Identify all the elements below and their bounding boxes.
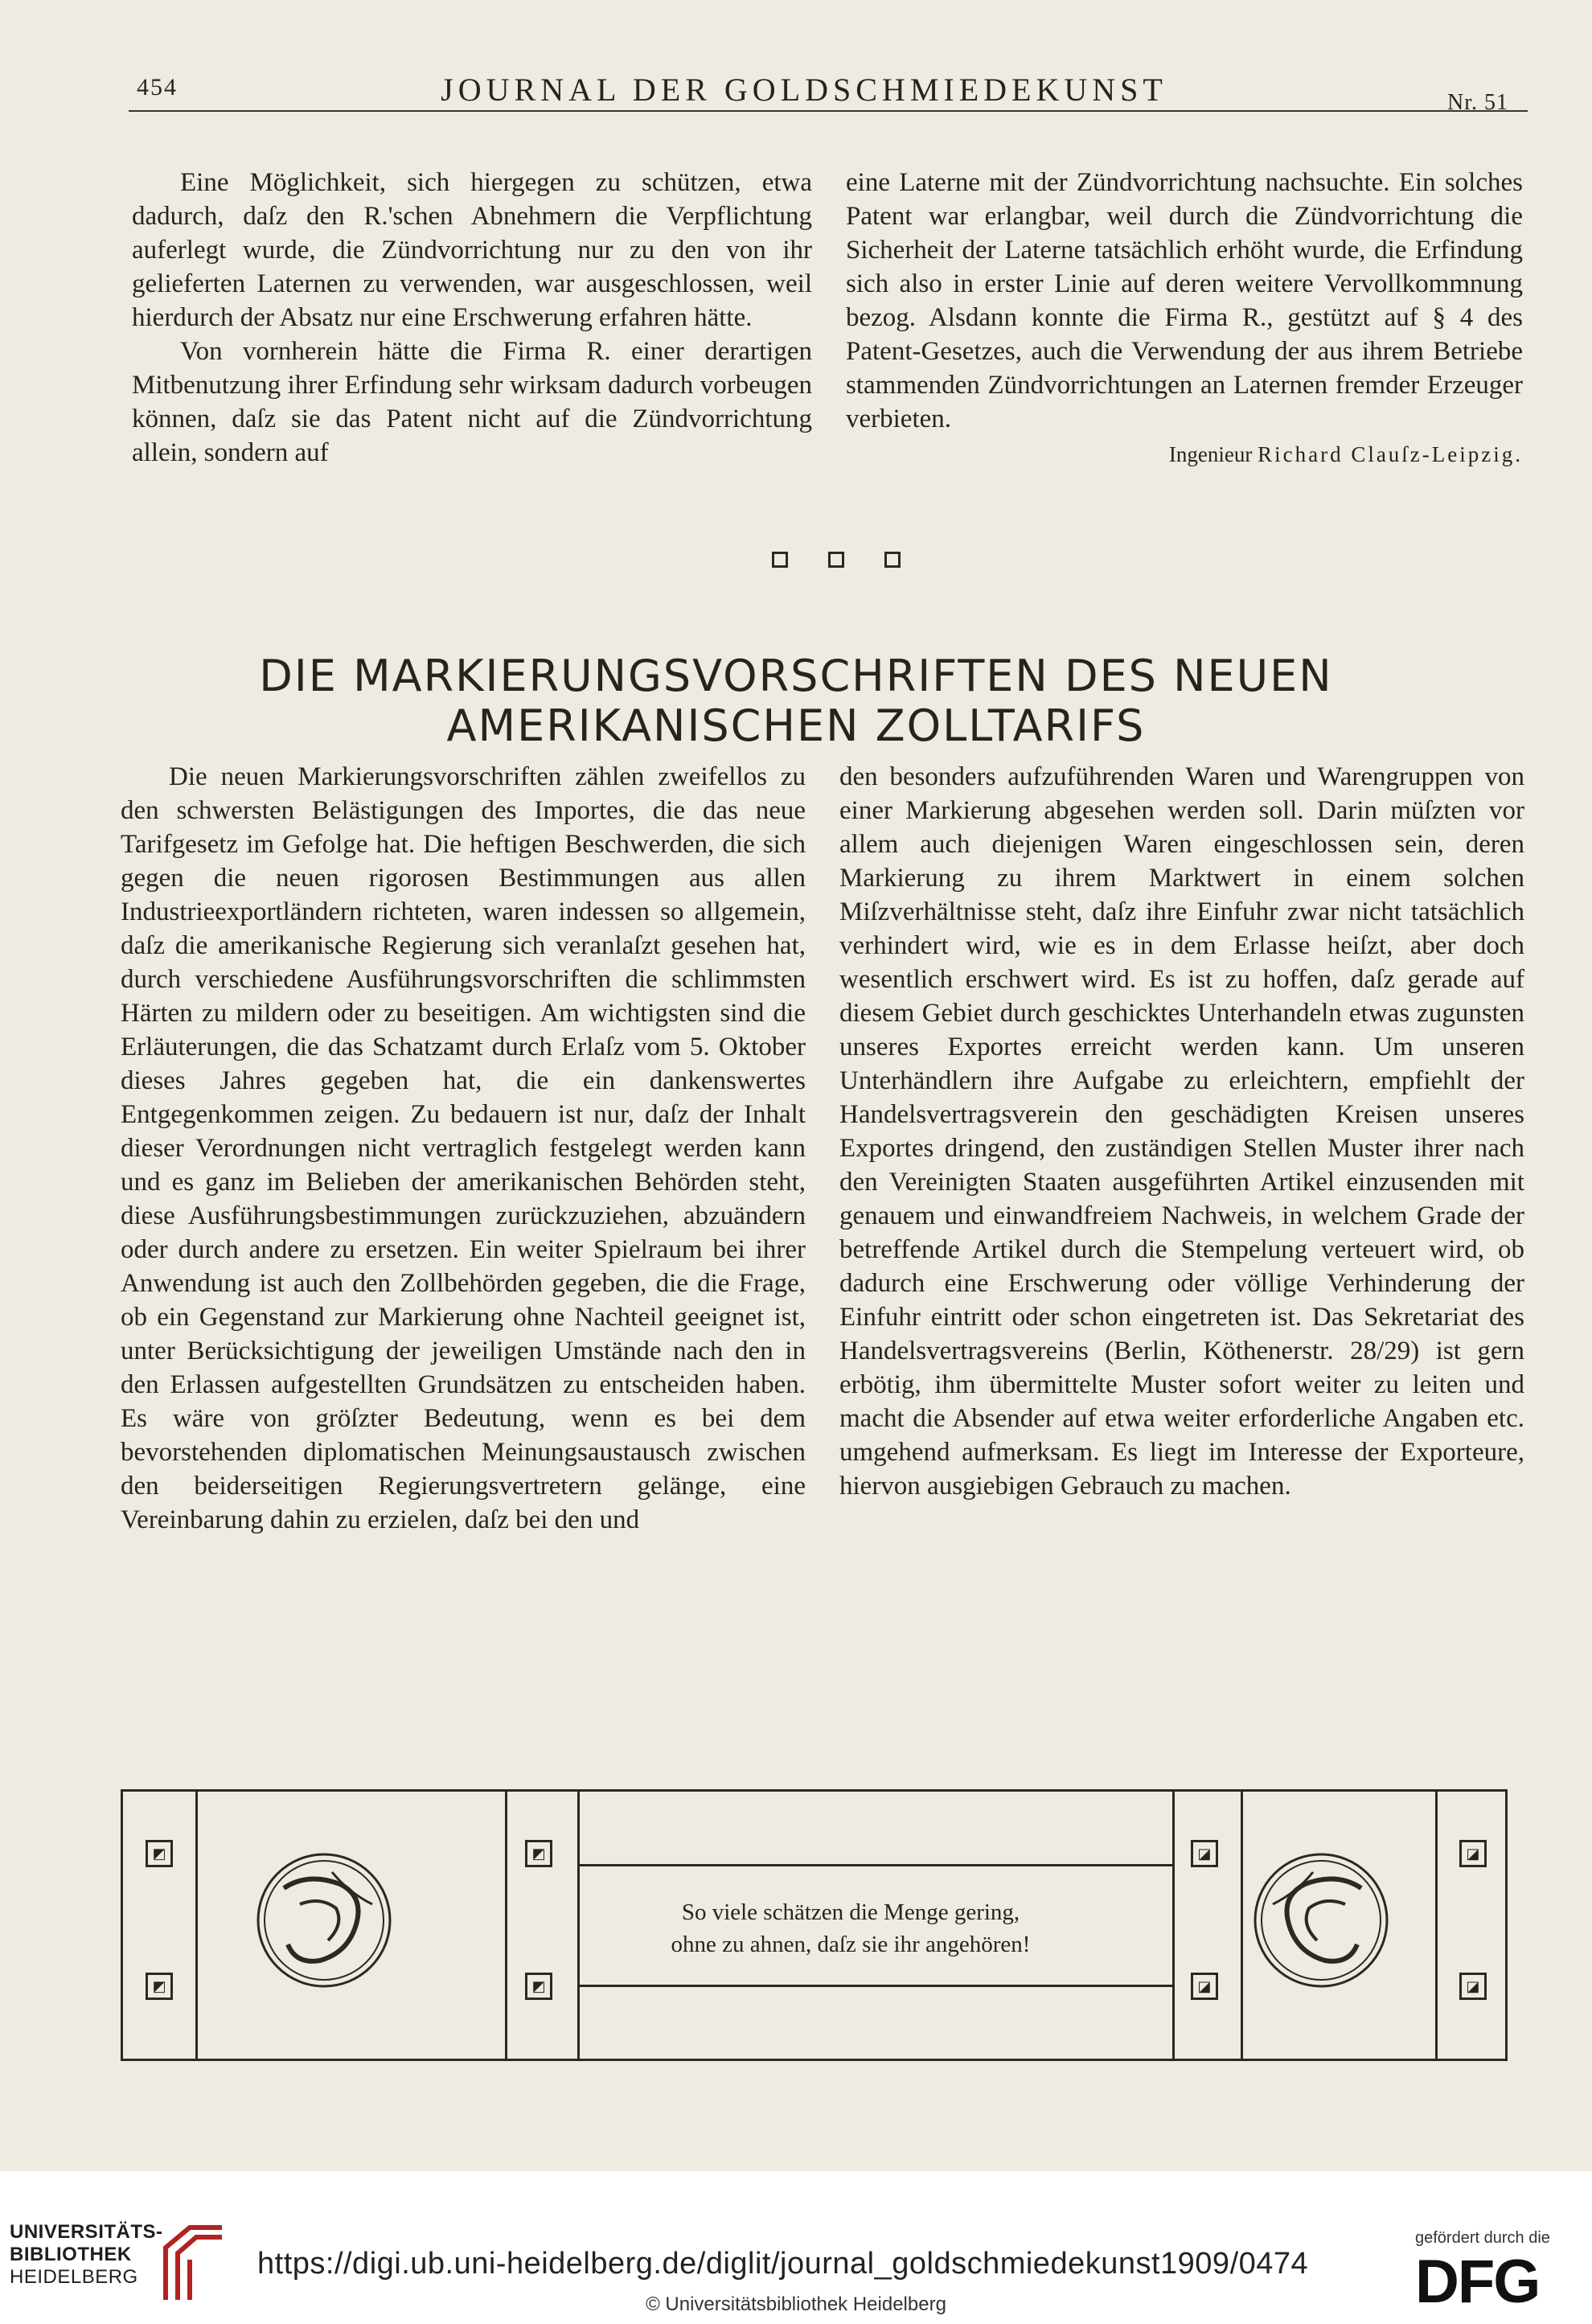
article2-paragraph: Die neuen Markierungsvorschriften zählen zweifellos zu den schwersten Belästigungen des Importes, die das neue Tarifgesetz im Gefolge hat. Die heftigen Beschwerden, die sich gegen die neuen rigorosen Bestimmungen aus allen Industrieexportländern richteten, waren indessen so allgemein, daſz die amerikanische Regierung sich veranlaſzt gesehen hat, durch verschiedene Ausführungsvorschriften die schlimmsten Härten zu mildern oder zu beseitigen. Am wichtigsten sind die Erläuterungen, die das Schatzamt durch Erlaſz vom 5. Oktober dieses Jahres gegeben hat, die ein dankenswertes Entgegenkommen zeigen. Zu bedauern ist nur, daſz der Inhalt dieser Verordnungen nicht vertraglich festgelegt werden kann und es ganz im Belieben der amerikanischen Behörden steht, diese Ausführungsbestimmungen zurückzuziehen, abzuändern oder durch andere zu ersetzen. Ein weiter Spielraum bei ihrer Anwendung ist auch den Zollbehörden gegeben, die die Frage, ob ein Gegenstand zur Markierung ohne Nachteil geeignet ist, unter Berücksichtigung der jeweiligen Umstände nach den in den Erlassen aufgestellten Grundsätzen zu entscheiden haben. Es wäre von gröſzter Bedeutung, wenn es bei dem bevorstehenden diplomatischen Meinungsaustausch zwischen den beiderseitigen Regierungsvertretern gelänge, eine Vereinbarung dahin zu erzielen, daſz bei den und [121,762,806,1534]
author-signature [846,437,1523,471]
panel-rule [577,1985,1172,1987]
corner-ornament-icon: ◩ [525,1840,552,1867]
funder-logo[interactable]: DFG [1415,2248,1540,2316]
header-rule [129,110,1528,112]
signature-name: Richard Clauſz-Leipzig. [1258,442,1523,466]
corner-ornament-icon: ◩ [146,1840,173,1867]
copyright-notice: © Universitätsbibliothek Heidelberg [646,2293,946,2315]
article-heading [161,651,1431,751]
article1-paragraph: Von vornherein hätte die Firma R. einer derartigen Mitbenutzung ihrer Erfindung sehr wirksam dadurch vorbeugen können, daſz sie das Patent nicht auf die Zündvorrichtung allein, sondern auf [132,337,812,467]
heading-line-1: DIE MARKIERUNGSVORSCHRIFTEN DES NEUEN [259,651,1333,701]
panel-divider [1435,1792,1438,2059]
motto-line-2: ohne zu ahnen, daſz sie ihr angehören! [671,1932,1031,1957]
panel-divider [195,1792,198,2059]
corner-ornament-icon: ◪ [1191,1840,1218,1867]
square-ornament-icon [884,552,901,568]
motto-line-1: So viele schätzen die Menge gering, [681,1899,1020,1925]
ornamental-medallion-icon [1249,1848,1393,1993]
corner-ornament-icon: ◪ [1459,1840,1487,1867]
article1-paragraph: Eine Möglichkeit, sich hiergegen zu schützen, etwa dadurch, daſz den R.'schen Abnehmern die Verpflichtung auferlegt wurde, die Zündvorrichtung nur zu den von ihr gelieferten Laternen zu verwenden, war ausgeschlossen, weil hierdurch der Absatz nur eine Erschwerung erfahren hätte. [132,168,812,332]
article2-right-column [839,760,1524,1503]
corner-ornament-icon: ◪ [1459,1973,1487,2000]
library-name[interactable] [10,2221,163,2289]
ornamental-medallion-icon [252,1848,396,1993]
article2-paragraph: den besonders aufzuführenden Waren und Warengruppen von einer Markierung abgesehen werden soll. Darin müſzten vor allem auch diejenigen Waren eingeschlossen sein, deren Markierung zu ihrem Marktwert in einem solchen Miſzverhältnisse steht, daſz ihre Einfuhr zwar nicht tatsächlich verhindert wird, wie es in dem Erlasse heiſzt, aber doch wesentlich erschwert wird. Es ist zu hoffen, daſz gerade auf diesem Gebiet durch geschicktes Unterhandeln etwas zugunsten unseres Exportes erreicht werden kann. Um unseren Unterhändlern ihre Aufgabe zu erleichtern, empfiehlt der Handelsvertragsverein den geschädigten Kreisen unseres Exportes dringend, den zuständigen Stellen Muster ihrer nach den Vereinigten Staaten ausgeführten Artikel einzusenden mit genauem und einwandfreiem Nachweis, in welchem Grade der betreffende Artikel durch die Stempelung verteuert wird, ob dadurch eine Erschwerung oder völlige Verhinderung der Einfuhr eintritt oder schon eingetreten ist. Das Sekretariat des Handelsvertragsvereins (Berlin, Köthenerstr. 28/29) ist gern erbötig, ihm übermittelte Muster sofort weiter zu leiten und macht die Absender auf etwa weiter erforderliche Angaben etc. umgehend aufmerksam. Es liegt im Interesse der Exporteure, hiervon ausgiebigen Gebrauch zu machen. [839,762,1524,1501]
panel-divider [1241,1792,1243,2059]
heading-line-2: AMERIKANISCHEN ZOLLTARIFS [446,700,1146,751]
permalink-url[interactable]: https://digi.ub.uni-heidelberg.de/diglit/journal_goldschmiedekunst1909/0474 [257,2247,1309,2281]
library-name-line: HEIDELBERG [10,2266,138,2288]
motto-text [541,1896,1160,1961]
page-number: 454 [137,74,178,101]
panel-divider [1172,1792,1175,2059]
article2-left-column [121,760,806,1537]
panel-divider [505,1792,507,2059]
square-ornament-icon [772,552,788,568]
article1-right-column [846,166,1523,471]
article1-left-column [132,166,812,470]
corner-ornament-icon: ◩ [525,1973,552,2000]
article1-paragraph: eine Laterne mit der Zündvorrichtung nachsuchte. Ein solches Patent war erlangbar, weil durch die Zündvorrichtung die Sicherheit der Laterne tatsächlich erhöht wurde, die Erfindung sich also in erster Linie auf deren weitere Vervollkommnung bezog. Alsdann konnte die Firma R., gestützt auf § 4 des Patent-Gesetzes, auch die Verwendung der aus ihrem Betriebe stammenden Zündvorrichtungen an Laternen fremder Erzeuger verbieten. [846,168,1523,433]
section-divider-ornament [772,552,901,576]
library-name-line: BIBLIOTHEK [10,2244,132,2265]
corner-ornament-icon: ◪ [1191,1973,1218,2000]
funder-caption: gefördert durch die [1415,2229,1550,2247]
signature-prefix: Ingenieur [1168,442,1253,466]
issue-number: Nr. 51 [1447,90,1508,115]
journal-title: JOURNAL DER GOLDSCHMIEDEKUNST [441,72,1167,108]
viewer-footer [0,2171,1592,2324]
panel-rule [577,1864,1172,1866]
corner-ornament-icon: ◩ [146,1973,173,2000]
library-name-line: UNIVERSITÄTS- [10,2221,163,2243]
square-ornament-icon [828,552,844,568]
decorative-motto-panel [121,1789,1508,2061]
